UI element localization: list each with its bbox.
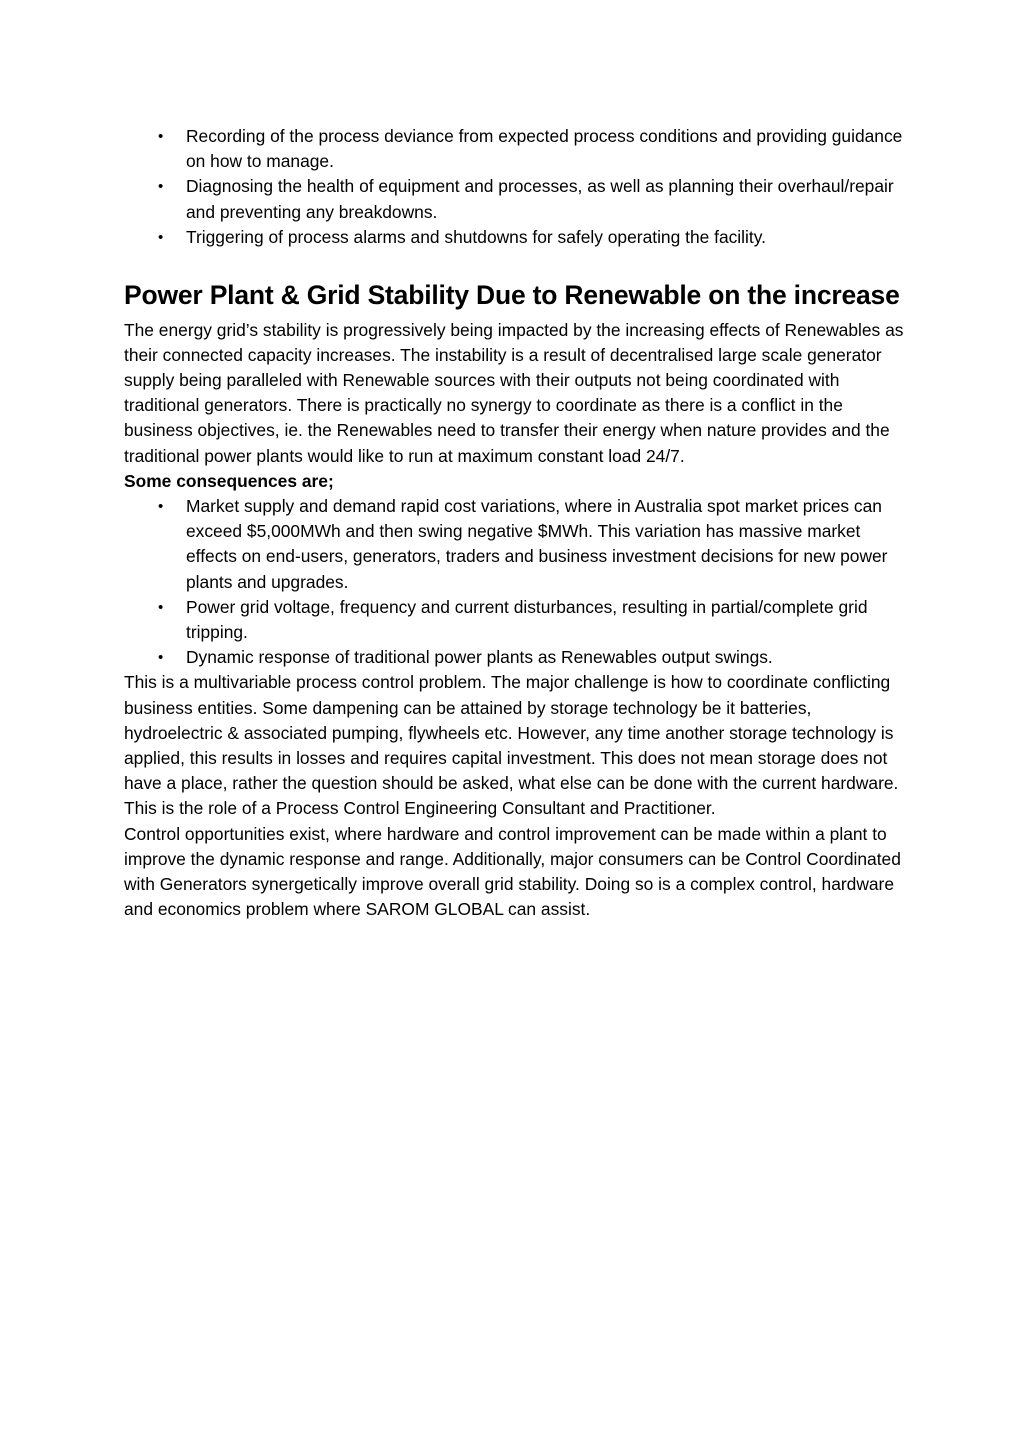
bullet-icon: •: [158, 178, 164, 196]
bullet-icon: •: [158, 128, 164, 145]
list-item: [124, 494, 904, 595]
list-item: [124, 174, 904, 224]
list-item: [124, 225, 904, 250]
bullet-icon: •: [158, 649, 164, 667]
list-item-text: Dynamic response of traditional power plants as Renewables output swings.: [186, 647, 773, 668]
paragraph-grid-stability: The energy grid’s stability is progressively being impacted by the increasing effects of Renewables as their connected capacity increases. The instability is a result of decentralised large scale generator supply being paralleled with Renewable sources with their outputs not being coordinated with traditional generators. There is practically no synergy to coordinate as there is a conflict in the business objectives, ie. the Renewables need to transfer their energy when nature provides and the traditional power plants would like to run at maximum constant load 24/7.: [124, 319, 904, 466]
list-item: [124, 124, 904, 174]
consequences-subheading: Some consequences are;: [124, 470, 334, 491]
list-item: [124, 645, 904, 670]
list-item-text: Triggering of process alarms and shutdowns for safely operating the facility.: [186, 226, 766, 247]
list-item-text: Diagnosing the health of equipment and processes, as well as planning their overhaul/repair and preventing any breakdowns.: [186, 176, 894, 222]
list-item-text: Market supply and demand rapid cost variations, where in Australia spot market prices can exceed $5,000MWh and then swing negative $MWh. This variation has massive market effects on end-users, generators, traders and business investment decisions for new power plants and upgrades.: [186, 495, 888, 592]
list-item: [124, 595, 904, 645]
bullet-list-top: [124, 124, 904, 250]
section-heading: Power Plant & Grid Stability Due to Renewable on the increase: [124, 280, 900, 311]
bullet-icon: •: [158, 497, 164, 515]
list-item-text: Recording of the process deviance from expected process conditions and providing guidance on how to manage.: [186, 126, 903, 172]
list-item-text: Power grid voltage, frequency and current disturbances, resulting in partial/complete grid tripping.: [186, 596, 868, 642]
bullet-icon: •: [158, 228, 164, 246]
paragraph-control-opportunities: Control opportunities exist, where hardware and control improvement can be made within a plant to improve the dynamic response and range. Additionally, major consumers can be Control Coordinated with Generators synergetically improve overall grid stability. Doing so is a complex control, hardware and economics problem where SAROM GLOBAL can assist.: [124, 823, 901, 920]
bullet-icon: •: [158, 598, 164, 616]
paragraph-multivariable-control: This is a multivariable process control problem. The major challenge is how to coordinate conflicting business entities. Some dampening can be attained by storage technology be it batteries, hydroelectric & associated pumping, flywheels etc. However, any time another storage technology is applied, this results in losses and requires capital investment. This does not mean storage does not have a place, rather the question should be asked, what else can be done with the current hardware. This is the role of a Process Control Engineering Consultant and Practitioner.: [124, 672, 899, 819]
document-body: [124, 124, 904, 922]
bullet-list-consequences: [124, 494, 904, 670]
